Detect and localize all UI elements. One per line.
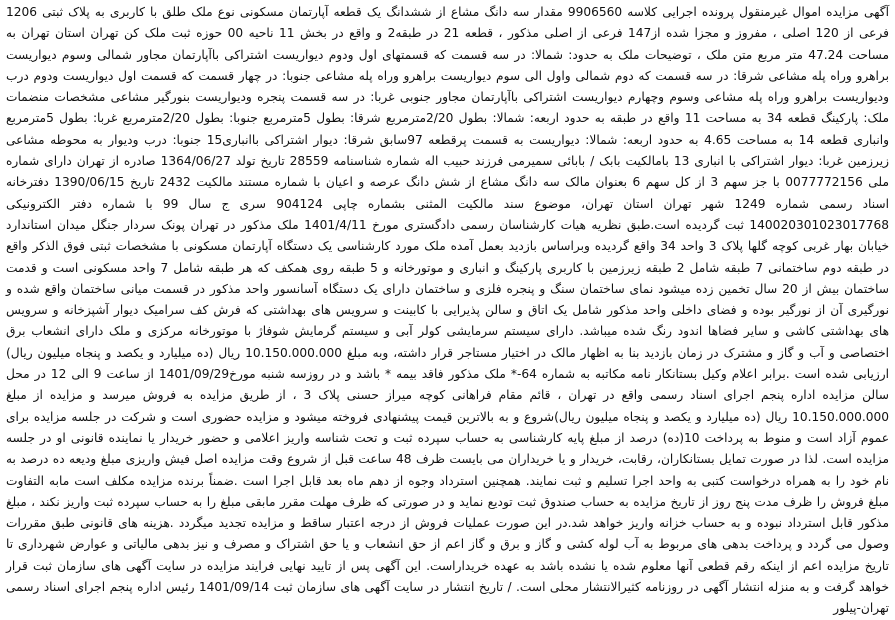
auction-notice-text: آگهی مزایده اموال غیرمنقول پرونده اجرایی کلاسه 9906560 مقدار سه دانگ مشاع از ششدانگ یک قطعه آپارتمان مسکونی نوع ملک طلق با کاربری به پلاک ثبتی 1206 فرعی از 120 اصلی ، مفروز و مجزا شده از147 فرعی از اصلی مذکور ، قطعه 21 در طبقه2 و واقع در بخش 11 ناحیه 00 حوزه ثبت ملک کن تهران استان تهران به مساحت 47.24 متر مربع متن ملک ، توضیحات ملک به حدود: شمالا: در سه قسمت که قسمتهای اول ودوم دیواریست اشتراکی باآپارتمان مجاور شمالی وسوم دیواریست براهرو وراه پله مشاعی شرقا: در سه قسمت که دوم شمالی واول الی سوم دیواریست براهرو وراه پله مشاعی جنوبا: در چهار قسمت که قسمت اول دیواریست ودوم درب ودیواریست براهرو وراه پله مشاعی وسوم وچهارم دیواریست اشتراکی باآپارتمان مجاور جنوبی غربا: در سه قسمت پنجره ودیواریست بنورگیر مشاعی مشخصات منضمات ملک: پارکینگ قطعه 34 به مساحت 11 واقع در طبقه به حدود اربعه: شمالا: بطول 2/20مترمربع شرقا: بطول 5مترمربع جنوبا: بطول 2/20مترمربع غربا: بطول 5مترمربع وانباری قطعه 14 به مساحت 4.65 به حدود اربعه: شمالا: دیواریست به قسمت پرقطعه 97سابق شرقا: دیوار اشتراکی باانباری15 جنوبا: درب ودیوار به محوطه مشاعی زیرزمین غربا: دیوار اشتراکی با انباری 13 بامالکیت بابک / بابائی سمیرمی فرزند حبیب اله شماره شناسنامه 28559 تاریخ تولد 1364/06/27 صادره از تهران دارای شماره ملی 0077772156 با جز سهم 3 از کل سهم 6 بعنوان مالک سه دانگ مشاع از شش دانگ عرصه و اعیان با شماره مستند مالکیت 2432 تاریخ 1390/06/15 دفترخانه اسناد رسمی شماره 1249 شهر تهران استان تهران، موضوع سند مالکیت المثنی بشماره چاپی 904124 سری ج سال 99 با شماره دفتر الکترونیکی 140020301023017768 ثبت گردیده است.طبق نظریه هیات کارشناسان رسمی دادگستری مورخ 1401/4/11 ملک مذکور در تهران پونک سردار جنگل میدان استاندارد خیابان بهار غربی کوچه گلها پلاک 3 واحد 34 واقع گردیده وبراساس بازدید بعمل آمده ملک مورد کارشناسی یک دستگاه آپارتمان مسکونی با مشخصات ثبتی فوق الذکر واقع در طبقه دوم ساختمانی 7 طبقه شامل 2 طبقه زیرزمین با کاربری پارکینگ و انباری و موتورخانه و 5 طبقه روی همکف که هر طبقه شامل 7 واحد مسکونی است و قدمت ساختمان بیش از 20 سال تخمین زده میشود نمای ساختمان سنگ و پنجره فلزی و ساختمان دارای یک دستگاه آسانسور واحد مذکور در قسمت میانی ساختمان واقع شده و نورگیری آن از نورگیر بوده و فضای داخلی واحد مذکور شامل یک اتاق و سالن پذیرایی با کابینت و سرویس های بهداشتی که فرش کف سرامیک دیوار آشپزخانه و سرویس های بهداشتی کاشی و سایر فضاها اندود رنگ شده میباشد. دارای سیستم سرمایشی کولر آبی و سیستم گرمایش شوفاژ با موتورخانه مرکزی و ملک دارای انشعاب برق اختصاصی و آب و گاز و مشترک در زمان بازدید بنا به اظهار مالک در اختیار مستاجر قرار داشته، وبه مبلغ 10.150.000.000 ریال (ده میلیارد و یکصد و پنجاه میلیون ریال) ارزیابی شده است .برابر اعلام وکیل بستانکار نامه مکاتبه به شماره 64-* ملک مذکور فاقد بیمه * باشد و در روزسه شنبه مورخ1401/09/29 از ساعت 9 الی 12 در محل سالن مزایده اداره پنجم اجرای اسناد رسمی واقع در تهران ، قائم مقام فراهانی کوچه میراز حسنی پلاک 3 ، از طریق مزایده به فروش میرسد و مزایده از مبلغ 10.150.000.000 ریال (ده میلیارد و یکصد و پنجاه میلیون ریال)شروع و به بالاترین قیمت پیشنهادی فروخته میشود و مزایده حضوری است و شرکت در جلسه مزایده برای عموم آزاد است و منوط به پرداخت 10(ده) درصد از مبلغ پایه کارشناسی به حساب سپرده ثبت و تحت شناسه واریز اعلامی و حضور خریدار یا نماینده قانونی او در جلسه مزایده است. لذا در صورت تمایل بستانکاران، رقابت، خریدار و یا خریداران می بایست ظرف 48 ساعت قبل از شروع وقت مزایده اصل فیش واریزی مبلغ ودیعه ده درصد به نام خود را به همراه درخواست کتبی به واحد اجرا تسلیم و ثبت نمایند. همچنین استرداد وجوه از دهم ماه بعد قابل اجرا است .ضمناً برنده مزایده مکلف است مابه التفاوت مبلغ فروش را ظرف مدت پنج روز از تاریخ مزایده به حساب صندوق ثبت تودیع نماید و در صورتی که ظرف مهلت مقرر مابقی مبلغ را به حساب سپرده ثبت واریز نکند ، مبلغ مذکور قابل استرداد نبوده و به حساب خزانه واریز خواهد شد.در این صورت عملیات فروش از درجه اعتبار ساقط و مزایده تجدید میگردد .هزینه های قانونی طبق مقررات وصول می گردد و پرداخت بدهی های مربوط به آب لوله کشی و گاز و برق و گاز اعم از حق انشعاب و یا حق اشتراک و مصرف و نیز بدهی مالیاتی و عوارض شهرداری تا تاریخ مزایده اعم از اینکه رقم قطعی آنها معلوم شده یا نشده باشد به عهده خریداراست. این آگهی پس از تایید نهایی فرایند مزایده در سایت آگهی های سازمان ثبت قرار خواهد گرفت و به منزله انتشار آگهی در روزنامه کثیرالانتشار محلی است. / تاریخ انتشار در سایت آگهی های سازمان ثبت 1401/09/14 رئیس اداره پنجم اجرای اسناد رسمی تهران-پیلور — [6, 5, 890, 616]
